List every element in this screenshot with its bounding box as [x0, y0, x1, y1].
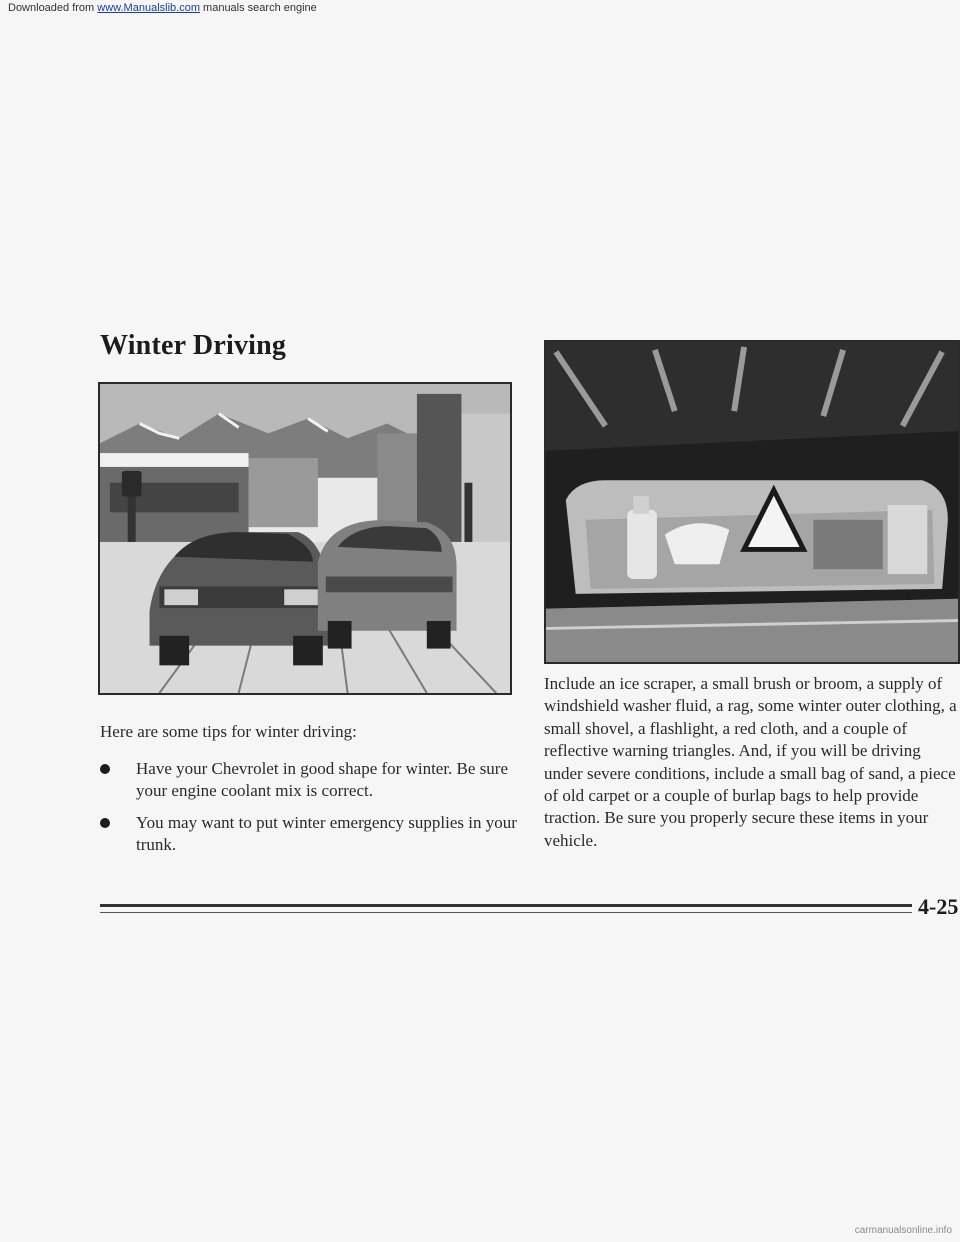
- supplies-paragraph: Include an ice scraper, a small brush or broom, a supply of windshield washer fluid, a rag, some winter outer clothing, a small shovel, a flashlight, a red cloth, and a couple of reflective warning triangles. And, if you will be driving under severe conditions, include a small bag of sand, a piece of old carpet or a couple of burlap bags to help provide traction. Be sure you properly secure these items in your vehicle.: [544, 674, 957, 850]
- section-title: Winter Driving: [100, 330, 287, 361]
- footer-rule: [100, 904, 932, 907]
- bullet-icon: [100, 764, 110, 774]
- winter-street-illustration: [98, 382, 512, 695]
- tip-item: [100, 758, 520, 802]
- winter-street-drawing: [100, 384, 510, 693]
- tip-text: Have your Chevrolet in good shape for winter. Be sure your engine coolant mix is correct.: [136, 759, 509, 800]
- page-number: 4-25: [912, 894, 958, 920]
- manualslib-link[interactable]: www.Manualslib.com: [97, 2, 200, 14]
- bullet-icon: [100, 818, 110, 828]
- watermark-suffix: manuals search engine: [199, 2, 317, 14]
- trunk-supplies-illustration: [544, 340, 960, 664]
- tips-intro: Here are some tips for winter driving:: [100, 722, 357, 741]
- site-watermark: carmanualsonline.info: [854, 1225, 952, 1236]
- watermark-prefix: Downloaded from: [8, 2, 98, 14]
- tip-text: You may want to put winter emergency supplies in your trunk.: [136, 813, 517, 854]
- tip-item: [100, 812, 520, 856]
- tips-list: [100, 758, 520, 866]
- trunk-supplies-drawing: [546, 342, 958, 662]
- download-watermark: [8, 2, 317, 14]
- footer-rule-thin: [100, 912, 932, 913]
